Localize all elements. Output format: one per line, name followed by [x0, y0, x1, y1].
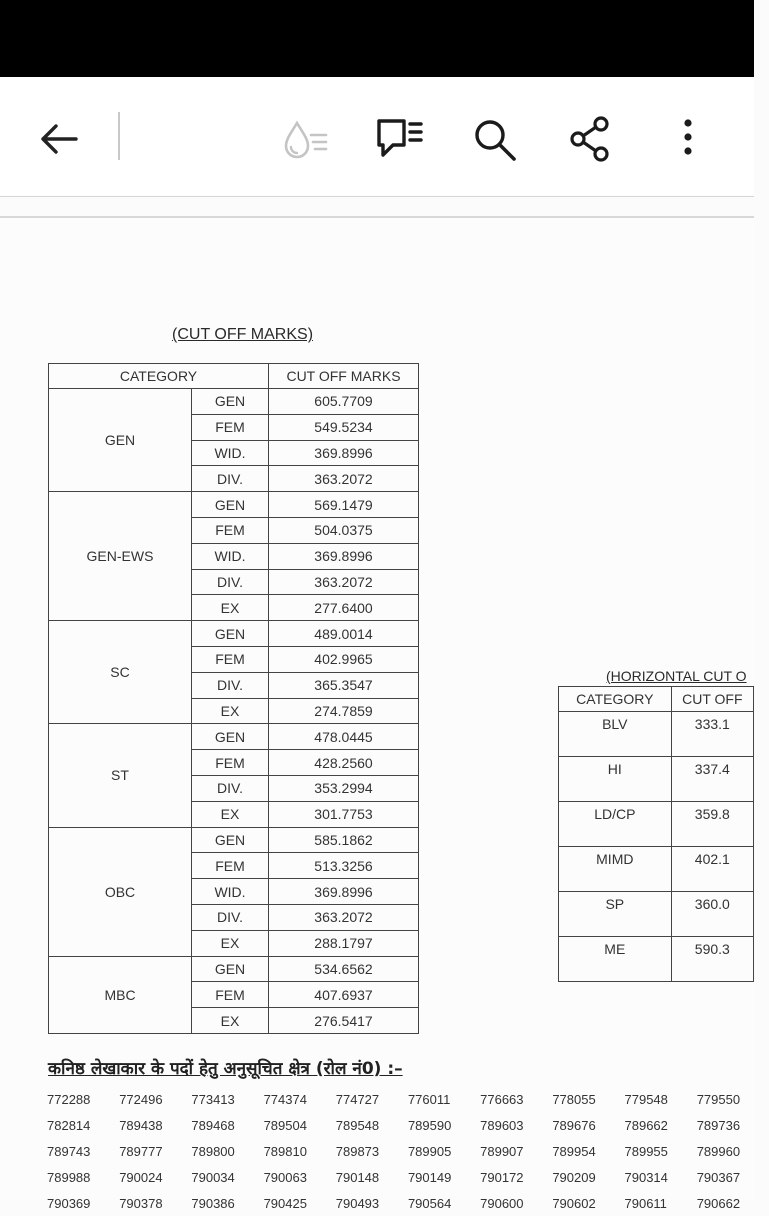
roll-number: 789905 [407, 1143, 452, 1159]
roll-number: 774727 [335, 1091, 380, 1107]
category-cell: MBC [49, 956, 192, 1033]
roll-number: 790314 [624, 1169, 668, 1185]
table-row [49, 389, 419, 415]
cutoff-value-cell: 369.8996 [269, 879, 419, 905]
subcategory-cell: EX [192, 801, 269, 827]
roll-number: 790369 [47, 1195, 91, 1211]
search-icon [470, 115, 518, 163]
subcategory-cell: EX [192, 930, 269, 956]
horizontal-value-cell: 360.0 [671, 892, 753, 937]
table-row [49, 621, 419, 647]
subcategory-cell: EX [192, 595, 269, 621]
subcategory-cell: GEN [192, 724, 269, 750]
comment-list-icon [374, 115, 422, 163]
roll-number: 790378 [119, 1195, 163, 1211]
back-button[interactable] [34, 115, 82, 163]
search-button[interactable] [470, 115, 518, 163]
cutoff-value-cell: 534.6562 [269, 956, 419, 982]
roll-number: 790600 [480, 1195, 524, 1211]
cutoff-value-cell: 276.5417 [269, 1008, 419, 1034]
horizontal-value-cell: 590.3 [671, 937, 753, 982]
roll-number: 789662 [624, 1117, 668, 1133]
roll-number: 789548 [335, 1117, 380, 1133]
cutoff-value-cell: 363.2072 [269, 904, 419, 930]
subcategory-cell: DIV. [192, 672, 269, 698]
roll-number: 790063 [263, 1169, 307, 1185]
scheduled-area-heading: कनिष्ठ लेखाकार के पदों हेतु अनुसूचित क्षेत्र (रोल नं0) :– [48, 1059, 403, 1079]
more-vertical-icon [664, 115, 712, 163]
subcategory-cell: DIV. [192, 775, 269, 801]
roll-number: 789504 [263, 1117, 307, 1133]
roll-number: 789468 [191, 1117, 235, 1133]
cutoff-value-cell: 363.2072 [269, 569, 419, 595]
cutoff-value-cell: 489.0014 [269, 621, 419, 647]
horizontal-value-cell: 359.8 [671, 802, 753, 847]
table-header-row [49, 364, 419, 389]
horizontal-value-cell: 333.1 [671, 712, 753, 757]
horizontal-category-cell: MIMD [559, 847, 672, 892]
share-icon [566, 115, 614, 163]
horizontal-row [559, 847, 754, 892]
roll-number: 790602 [552, 1195, 596, 1211]
cutoff-value-cell: 513.3256 [269, 853, 419, 879]
roll-number: 789676 [552, 1117, 596, 1133]
document-page[interactable] [0, 218, 754, 1211]
cutoff-value-cell: 478.0445 [269, 724, 419, 750]
subcategory-cell: WID. [192, 879, 269, 905]
horizontal-value-cell: 337.4 [671, 757, 753, 802]
subcategory-cell: DIV. [192, 569, 269, 595]
roll-number: 773413 [191, 1091, 235, 1107]
roll-number: 789954 [552, 1143, 596, 1159]
subcategory-cell: DIV. [192, 904, 269, 930]
cutoff-value-cell: 363.2072 [269, 466, 419, 492]
app-toolbar [0, 77, 754, 195]
subcategory-cell: FEM [192, 853, 269, 879]
roll-number: 790611 [624, 1195, 667, 1211]
cutoff-value-cell: 605.7709 [269, 389, 419, 415]
horizontal-category-cell: LD/CP [559, 802, 672, 847]
roll-number: 790024 [119, 1169, 163, 1185]
roll-number: 790148 [335, 1169, 380, 1185]
status-bar [0, 0, 754, 77]
horizontal-cutoff-table [558, 686, 754, 982]
roll-number-grid [47, 1086, 769, 1216]
roll-row [47, 1112, 769, 1138]
subcategory-cell: FEM [192, 517, 269, 543]
roll-number: 774374 [263, 1091, 307, 1107]
cutoff-value-cell: 277.6400 [269, 595, 419, 621]
cutoff-value-cell: 585.1862 [269, 827, 419, 853]
cutoff-value-cell: 353.2994 [269, 775, 419, 801]
category-cell: SC [49, 621, 192, 724]
subcategory-cell: GEN [192, 621, 269, 647]
horizontal-header-category: CATEGORY [559, 687, 672, 712]
table-row [49, 492, 419, 518]
roll-number: 789603 [480, 1117, 524, 1133]
cutoff-value-cell: 301.7753 [269, 801, 419, 827]
ink-drop-icon [280, 115, 328, 163]
table-row [49, 724, 419, 750]
subcategory-cell: GEN [192, 956, 269, 982]
roll-number: 790662 [696, 1195, 741, 1211]
subcategory-cell: DIV. [192, 466, 269, 492]
horizontal-header-cutoff: CUT OFF [671, 687, 753, 712]
roll-number: 789438 [119, 1117, 163, 1133]
roll-number: 790386 [191, 1195, 235, 1211]
subcategory-cell: FEM [192, 750, 269, 776]
roll-number: 790172 [480, 1169, 524, 1185]
cutoff-value-cell: 402.9965 [269, 646, 419, 672]
cutoff-value-cell: 428.2560 [269, 750, 419, 776]
roll-number: 789960 [696, 1143, 741, 1159]
roll-number: 790425 [263, 1195, 307, 1211]
horizontal-row [559, 802, 754, 847]
table-row [49, 956, 419, 982]
subcategory-cell: GEN [192, 389, 269, 415]
horizontal-row [559, 712, 754, 757]
horizontal-category-cell: ME [559, 937, 672, 982]
roll-number: 789988 [47, 1169, 91, 1185]
category-cell: ST [49, 724, 192, 827]
subcategory-cell: FEM [192, 982, 269, 1008]
share-button[interactable] [566, 115, 614, 163]
roll-number: 789590 [407, 1117, 452, 1133]
roll-number: 789777 [119, 1143, 163, 1159]
subcategory-cell: FEM [192, 414, 269, 440]
horizontal-category-cell: HI [559, 757, 672, 802]
roll-number: 776011 [407, 1091, 451, 1107]
subcategory-cell: WID. [192, 543, 269, 569]
roll-number: 782814 [47, 1117, 91, 1133]
subcategory-cell: EX [192, 698, 269, 724]
roll-row [47, 1164, 769, 1190]
roll-number: 790493 [335, 1195, 380, 1211]
category-cell: OBC [49, 827, 192, 956]
cutoff-value-cell: 288.1797 [269, 930, 419, 956]
roll-number: 789743 [47, 1143, 91, 1159]
subcategory-cell: GEN [192, 827, 269, 853]
roll-number: 789810 [263, 1143, 307, 1159]
subcategory-cell: FEM [192, 646, 269, 672]
cutoff-value-cell: 504.0375 [269, 517, 419, 543]
horizontal-category-cell: BLV [559, 712, 672, 757]
cutoff-value-cell: 369.8996 [269, 440, 419, 466]
horizontal-header-row [559, 687, 754, 712]
roll-number: 772496 [119, 1091, 163, 1107]
roll-number: 790367 [696, 1169, 741, 1185]
ink-button[interactable] [280, 115, 328, 163]
roll-number: 789736 [696, 1117, 741, 1133]
table-row [49, 827, 419, 853]
roll-number: 778055 [552, 1091, 596, 1107]
roll-number: 779548 [624, 1091, 668, 1107]
horizontal-row [559, 757, 754, 802]
subcategory-cell: EX [192, 1008, 269, 1034]
cutoff-value-cell: 549.5234 [269, 414, 419, 440]
category-cell: GEN [49, 389, 192, 492]
horizontal-row [559, 892, 754, 937]
roll-row [47, 1138, 769, 1164]
cutoff-value-cell: 569.1479 [269, 492, 419, 518]
cutoff-value-cell: 407.6937 [269, 982, 419, 1008]
roll-number: 790209 [552, 1169, 596, 1185]
horizontal-row [559, 937, 754, 982]
horizontal-value-cell: 402.1 [671, 847, 753, 892]
cutoff-table [48, 363, 419, 1034]
cutoff-value-cell: 274.7859 [269, 698, 419, 724]
roll-number: 790149 [407, 1169, 452, 1185]
toolbar-bottom-border [0, 196, 754, 197]
horizontal-cutoff-title: (HORIZONTAL CUT O [606, 668, 747, 684]
subcategory-cell: WID. [192, 440, 269, 466]
comments-button[interactable] [374, 115, 422, 163]
roll-number: 772288 [47, 1091, 91, 1107]
roll-number: 789907 [480, 1143, 524, 1159]
roll-row [47, 1086, 769, 1112]
roll-number: 789873 [335, 1143, 380, 1159]
more-options-button[interactable] [664, 115, 712, 163]
arrow-left-icon [36, 117, 80, 161]
header-cutoff-marks: CUT OFF MARKS [269, 364, 419, 389]
cutoff-title: (CUT OFF MARKS) [172, 326, 314, 343]
roll-number: 789800 [191, 1143, 235, 1159]
roll-number: 789955 [624, 1143, 668, 1159]
roll-number: 790564 [407, 1195, 452, 1211]
roll-number: 779550 [696, 1091, 741, 1107]
toolbar-divider [118, 112, 120, 160]
horizontal-category-cell: SP [559, 892, 672, 937]
roll-number: 790034 [191, 1169, 235, 1185]
cutoff-value-cell: 369.8996 [269, 543, 419, 569]
cutoff-value-cell: 365.3547 [269, 672, 419, 698]
header-category: CATEGORY [49, 364, 269, 389]
subcategory-cell: GEN [192, 492, 269, 518]
category-cell: GEN-EWS [49, 492, 192, 621]
roll-number: 776663 [480, 1091, 524, 1107]
roll-row [47, 1190, 769, 1216]
